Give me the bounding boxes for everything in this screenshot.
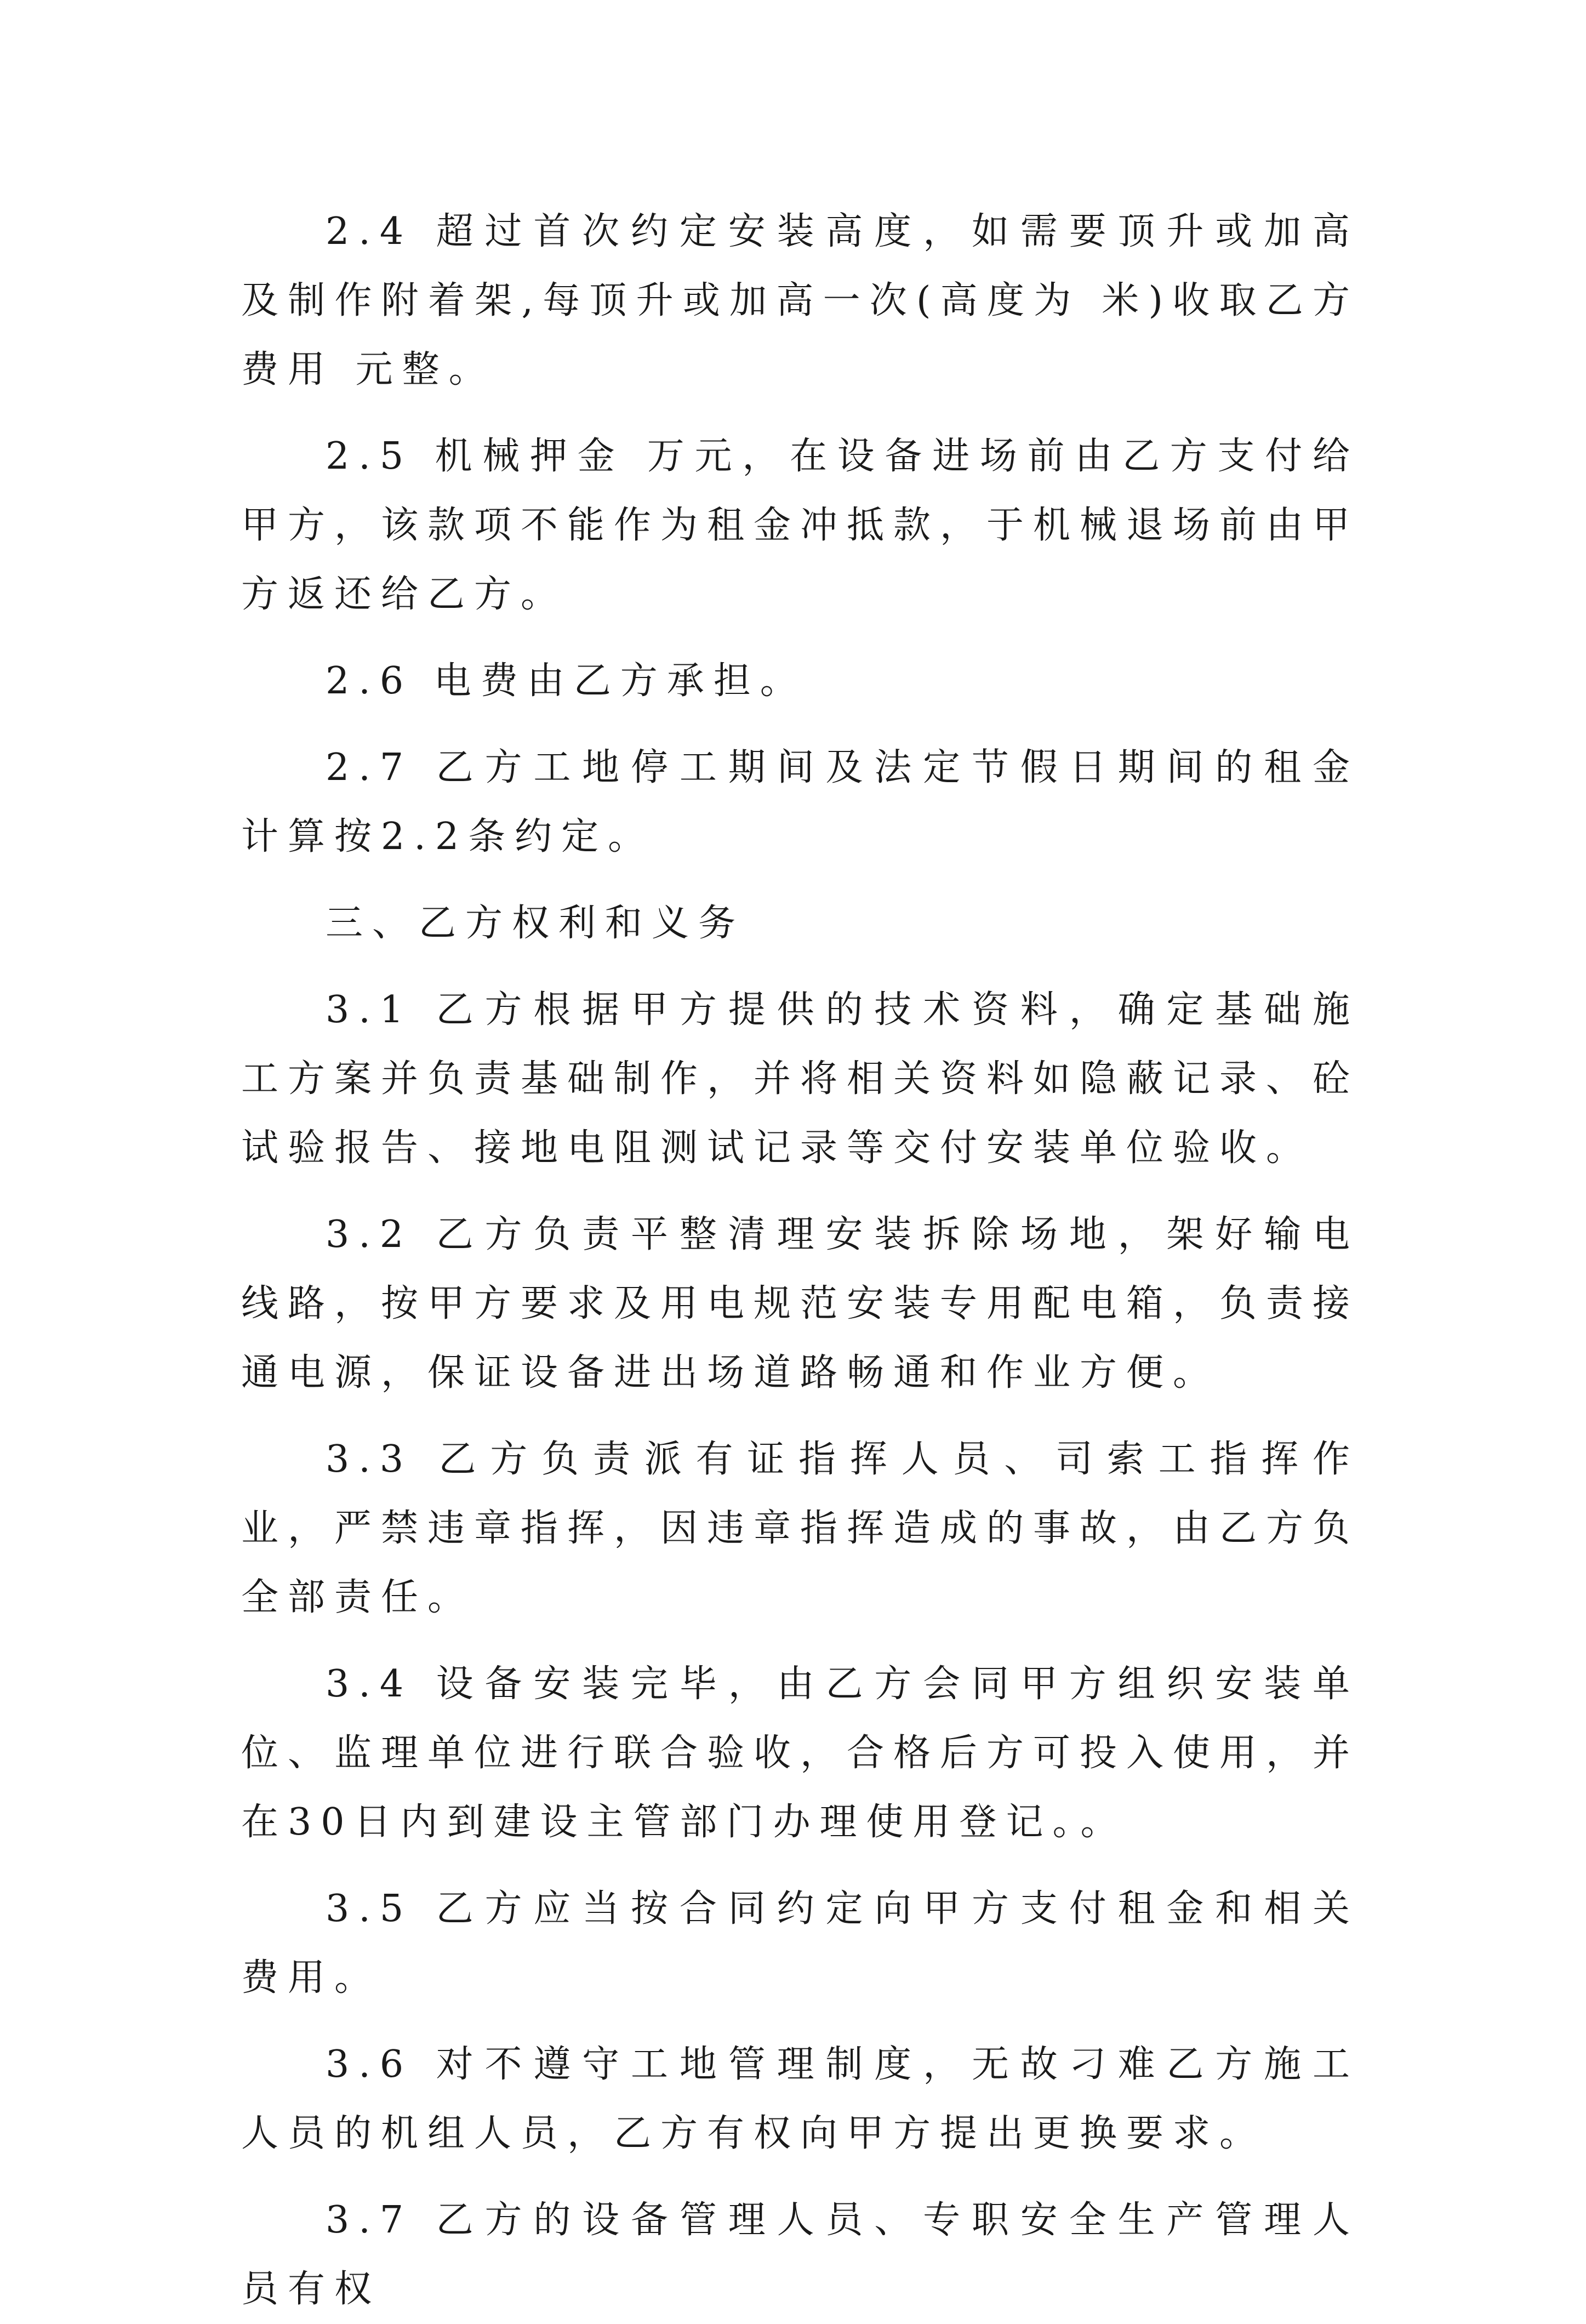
clause-3-4: 3.4 设备安装完毕，由乙方会同甲方组织安装单位、监理单位进行联合验收，合格后方可投入使用，并在30日内到建设主管部门办理使用登记。。 — [241, 1662, 1360, 1844]
clause-3-5: 3.5 乙方应当按合同约定向甲方支付租金和相关费用。 — [241, 1887, 1359, 2000]
clause-3-7: 3.7 乙方的设备管理人员、专职安全生产管理人员有权 — [241, 2198, 1359, 2311]
clause-3-2: 3.2 乙方负责平整清理安装拆除场地，架好输电线路，按甲方要求及用电规范安装专用配电箱，负责接通电源，保证设备进出场道路畅通和作业方便。 — [241, 1213, 1360, 1394]
clause-2-5: 2.5 机械押金 万元，在设备进场前由乙方支付给甲方，该款项不能作为租金冲抵款，于机械退场前由甲方返还给乙方。 — [241, 435, 1360, 616]
clause-2-6: 2.6 电费由乙方承担。 — [326, 659, 807, 703]
clause-3-6: 3.6 对不遵守工地管理制度，无故刁难乙方施工人员的机组人员，乙方有权向甲方提出更换要求。 — [241, 2043, 1359, 2155]
clause-3-1: 3.1 乙方根据甲方提供的技术资料，确定基础施工方案并负责基础制作，并将相关资料如隐蔽记录、砼试验报告、接地电阻测试记录等交付安装单位验收。 — [241, 988, 1360, 1170]
clause-2-7: 2.7 乙方工地停工期间及法定节假日期间的租金计算按2.2条约定。 — [241, 746, 1359, 858]
section-heading-3: 三、乙方权利和义务 — [326, 902, 745, 945]
document-body — [241, 197, 1359, 2324]
clause-2-4: 2.4 超过首次约定安装高度，如需要顶升或加高及制作附着架,每顶升或加高一次(高度为 米)收取乙方费用 元整。 — [241, 210, 1359, 391]
clause-3-3: 3.3 乙方负责派有证指挥人员、司索工指挥作业，严禁违章指挥，因违章指挥造成的事故，由乙方负全部责任。 — [241, 1438, 1360, 1619]
